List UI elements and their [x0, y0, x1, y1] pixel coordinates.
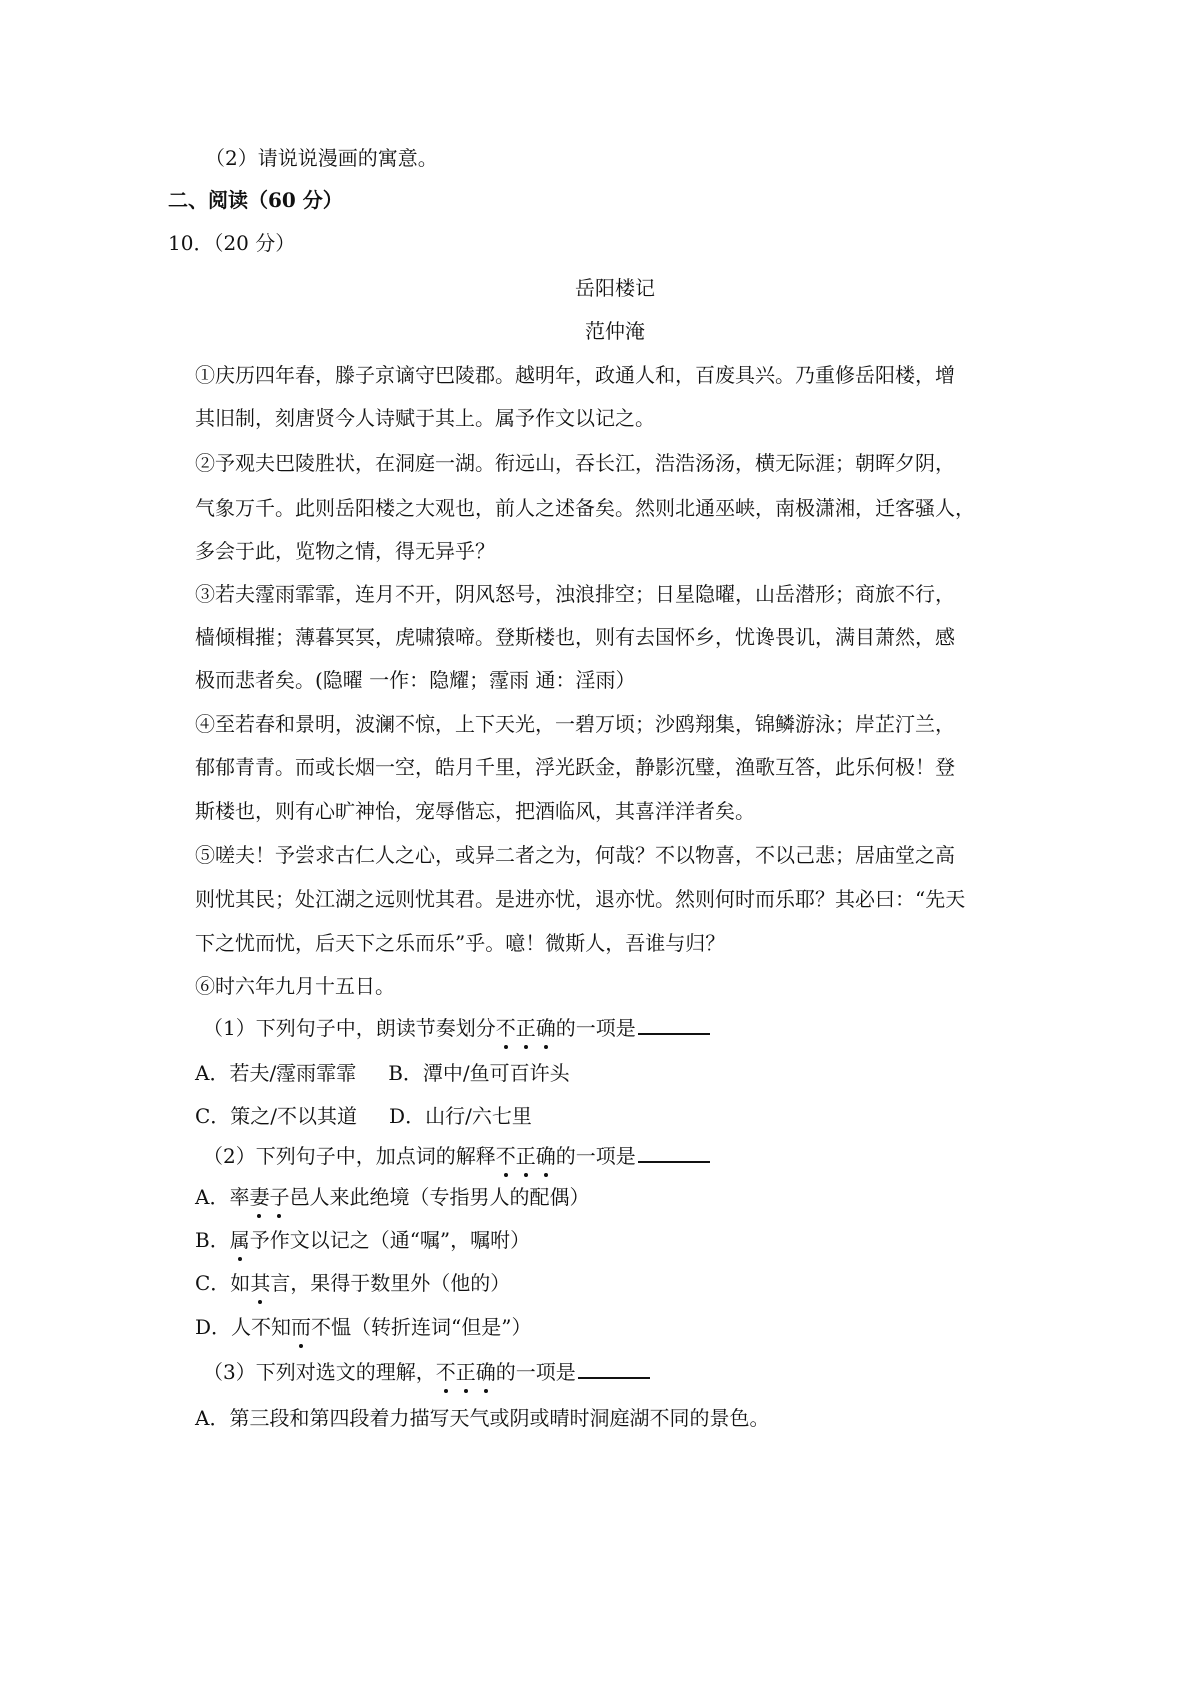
answer-blank[interactable]: [638, 1013, 710, 1035]
essay-line: ①庆历四年春，滕子京谪守巴陵郡。越明年，政通人和，百废具兴。乃重修岳阳楼，增: [195, 363, 955, 387]
essay-line: ⑤嗟夫！予尝求古仁人之心，或异二者之为，何哉？不以物喜，不以己悲；居庙堂之高: [195, 843, 955, 867]
essay-line: 其旧制，刻唐贤今人诗赋于其上。属予作文以记之。: [195, 406, 655, 430]
option-text: D．人不知: [195, 1315, 292, 1339]
q2-option-d: [195, 1313, 532, 1341]
q3-suffix: 的一项是: [495, 1360, 576, 1384]
dotted-word: 属: [229, 1228, 250, 1252]
emphasis-dot-char: 确: [475, 1360, 496, 1384]
q2-prefix: （2）下列句子中，加点词的解释: [203, 1144, 496, 1168]
emphasis-dot-char: 不: [495, 1016, 516, 1040]
q1-options-row-1: [195, 1059, 570, 1087]
emphasis-dot-char: 正: [455, 1360, 476, 1384]
essay-title: 岳阳楼记: [575, 276, 655, 300]
q1-prompt: [203, 1013, 710, 1042]
q3-prefix: （3）下列对选文的理解，: [203, 1360, 436, 1384]
emphasis-dot-char: 正: [515, 1144, 536, 1168]
q2-suffix: 的一项是: [555, 1144, 636, 1168]
q1-prefix: （1）下列句子中，朗读节奏划分: [203, 1016, 496, 1040]
emphasis-dot-char: 不: [435, 1360, 456, 1384]
essay-line: 樯倾楫摧；薄暮冥冥，虎啸猿啼。登斯楼也，则有去国怀乡，忧谗畏讥，满目萧然，感: [195, 625, 955, 649]
answer-blank[interactable]: [578, 1357, 650, 1379]
dotted-word: 子: [269, 1185, 290, 1209]
option-text: A．率: [195, 1185, 250, 1209]
option-text: C．如: [195, 1271, 251, 1295]
essay-line: 极而悲者矣。(隐曜 一作：隐耀；霪雨 通：淫雨）: [195, 668, 636, 692]
answer-blank[interactable]: [638, 1141, 710, 1163]
q1-options-row-2: [195, 1102, 532, 1130]
dotted-word: 其: [250, 1271, 271, 1295]
q9-sub2-prompt: （2）请说说漫画的寓意。: [205, 146, 438, 170]
q1-suffix: 的一项是: [555, 1016, 636, 1040]
q2-option-a: [195, 1183, 589, 1211]
q10-header: 10．（20 分）: [168, 231, 296, 255]
q2-option-b: [195, 1226, 530, 1254]
emphasis-dot-char: 确: [535, 1016, 556, 1040]
essay-line: 气象万千。此则岳阳楼之大观也，前人之述备矣。然则北通巫峡，南极潇湘，迁客骚人，: [195, 496, 975, 520]
q1-option-c: C．策之/不以其道: [195, 1104, 358, 1128]
q1-option-b: B．潭中/鱼可百许头: [388, 1061, 570, 1085]
essay-line: ③若夫霪雨霏霏，连月不开，阴风怒号，浊浪排空；日星隐曜，山岳潜形；商旅不行，: [195, 582, 955, 606]
q3-option-a: A．第三段和第四段着力描写天气或阴或晴时洞庭湖不同的景色。: [195, 1406, 770, 1430]
dotted-word: 而: [291, 1315, 312, 1339]
option-text: 不愠（转折连词“但是”）: [311, 1315, 532, 1339]
option-text: B．: [195, 1228, 230, 1252]
q1-option-d: D．山行/六七里: [389, 1104, 532, 1128]
emphasis-dot-char: 确: [535, 1144, 556, 1168]
essay-line: 下之忧而忧，后天下之乐而乐”乎。噫！微斯人，吾谁与归？: [195, 931, 726, 955]
emphasis-dot-char: 正: [515, 1016, 536, 1040]
q2-prompt: [203, 1141, 710, 1170]
essay-author: 范仲淹: [585, 319, 645, 343]
essay-line: 斯楼也，则有心旷神怡，宠辱偕忘，把酒临风，其喜洋洋者矣。: [195, 799, 755, 823]
essay-line: ⑥时六年九月十五日。: [195, 974, 395, 998]
option-text: 予作文以记之（通“嘱”，嘱咐）: [249, 1228, 531, 1252]
essay-line: ②予观夫巴陵胜状，在洞庭一湖。衔远山，吞长江，浩浩汤汤，横无际涯；朝晖夕阴，: [195, 451, 955, 475]
option-text: 言，果得于数里外（他的）: [270, 1271, 511, 1295]
option-text: 邑人来此绝境（专指男人的配偶）: [289, 1185, 590, 1209]
dotted-word: 妻: [249, 1185, 270, 1209]
q2-option-c: [195, 1269, 510, 1297]
q1-option-a: A．若夫/霪雨霏霏: [195, 1061, 357, 1085]
essay-line: ④至若春和景明，波澜不惊，上下天光，一碧万顷；沙鸥翔集，锦鳞游泳；岸芷汀兰，: [195, 712, 955, 736]
essay-line: 郁郁青青。而或长烟一空，皓月千里，浮光跃金，静影沉璧，渔歌互答，此乐何极！登: [195, 755, 955, 779]
essay-line: 多会于此，览物之情，得无异乎？: [195, 539, 495, 563]
section-title: 二、阅读（60 分）: [168, 188, 343, 212]
q3-prompt: [203, 1357, 650, 1386]
emphasis-dot-char: 不: [495, 1144, 516, 1168]
essay-line: 则忧其民；处江湖之远则忧其君。是进亦忧，退亦忧。然则何时而乐耶？其必曰：“先天: [195, 887, 966, 911]
